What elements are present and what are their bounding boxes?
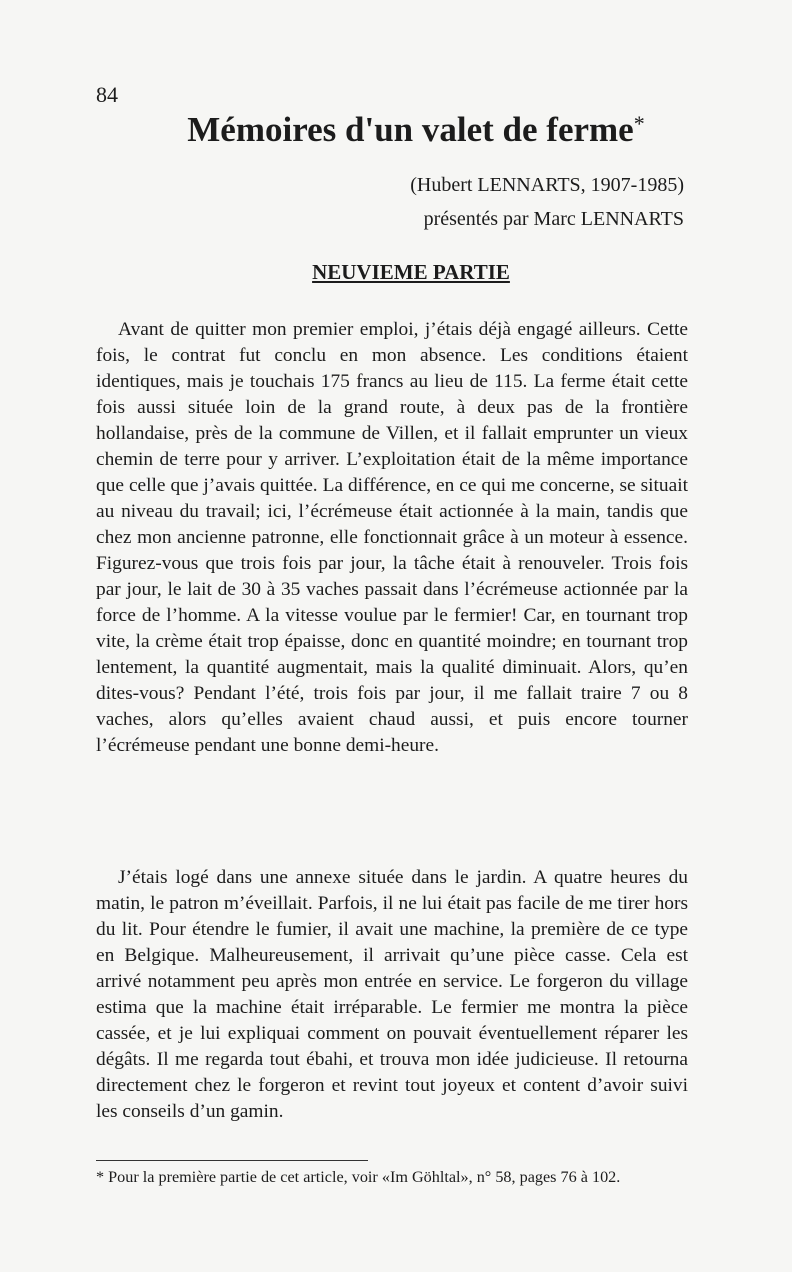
article-title: [0, 108, 792, 152]
article-title-text: Mémoires d'un valet de ferme: [187, 110, 634, 149]
author-line: (Hubert LENNARTS, 1907-1985): [410, 174, 684, 196]
footnote: * Pour la première partie de cet article, voir «Im Göhltal», n° 58, pages 76 à 102.: [96, 1168, 621, 1186]
page-number: 84: [96, 82, 118, 107]
presenter-line: présentés par Marc LENNARTS: [423, 208, 684, 230]
body-paragraph-1: Avant de quitter mon premier emploi, j’étais déjà engagé ailleurs. Cette fois, le contrat fut conclu en mon absence. Les conditions étaient identiques, mais je touchais 175 francs au lieu de 115. La ferme était cette fois aussi située loin de la grand route, à deux pas de la frontière hollandaise, près de la commune de Villen, et il fallait emprunter un vieux chemin de terre pour y arriver. L’exploitation était de la même importance que celle que j’avais quittée. La différence, en ce qui me concerne, se situait au niveau du travail; ici, l’écrémeuse était actionnée à la main, tandis que chez mon ancienne patronne, elle fonctionnait grâce à un moteur à essence. Figurez-vous que trois fois par jour, la tâche était à renouveler. Trois fois par jour, le lait de 30 à 35 vaches passait dans l’écrémeuse actionnée par la force de l’homme. A la vitesse voulue par le fermier! Car, en tournant trop vite, la crème était trop épaisse, donc en quantité moindre; en tournant trop lentement, la quantité augmentait, mais la qualité diminuait. Alors, qu’en dites-vous? Pendant l’été, trois fois par jour, il me fallait traire 7 ou 8 vaches, alors qu’elles avaient chaud aussi, et puis encore tourner l’écrémeuse pendant une bonne demi-heure.: [96, 319, 688, 756]
body-paragraph-2: J’étais logé dans une annexe située dans le jardin. A quatre heures du matin, le patron m’éveillait. Parfois, il ne lui était pas facile de me tirer hors du lit. Pour étendre le fumier, il avait une machine, la première de ce type en Belgique. Malheureusement, il arrivait qu’une pièce casse. Cela est arrivé notamment peu après mon entrée en service. Le forgeron du village estima que la machine était irréparable. Le fermier me montra la pièce cassée, et je lui expliquai comment on pouvait éventuellement réparer les dégâts. Il me regarda tout ébahi, et trouva mon idée judicieuse. Il retourna directement chez le forgeron et revint tout joyeux et content d’avoir suivi les conseils d’un gamin.: [96, 867, 688, 1122]
footnote-marker: *: [633, 111, 645, 136]
part-heading: NEUVIEME PARTIE: [312, 260, 510, 284]
footnote-divider: [96, 1160, 368, 1161]
